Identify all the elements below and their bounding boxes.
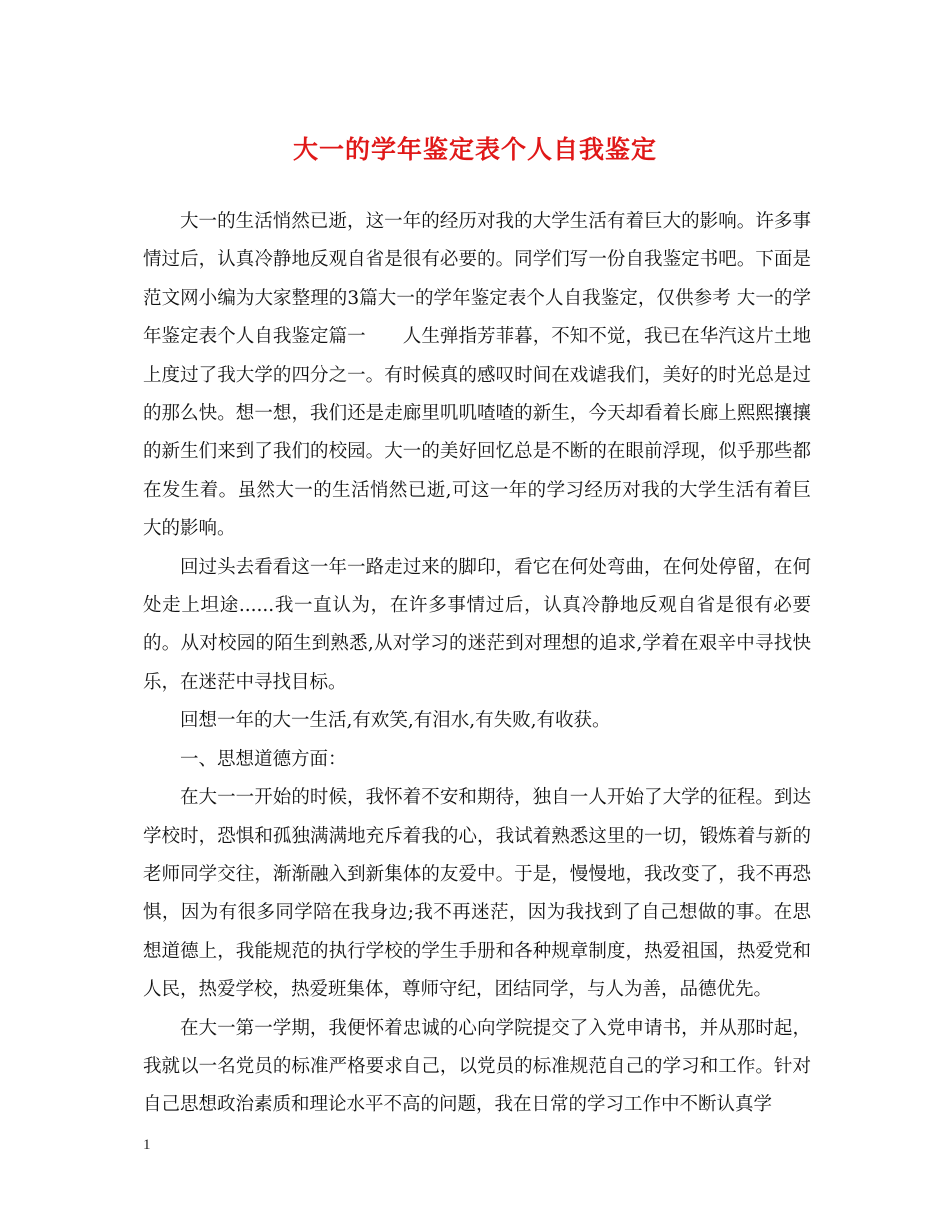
paragraph-party: 在大一第一学期，我便怀着忠诚的心向学院提交了入党申请书，并从那时起，我就以一名党员的标准严格要求自己，以党员的标准规范自己的学习和工作。针对自己思想政治素质和理论水平不高的问题，我在日常的学习工作中不断认真学: [143, 1017, 811, 1116]
paragraph-intro: 大一的生活悄然已逝，这一年的经历对我的大学生活有着巨大的影响。许多事情过后，认真冷静地反观自省是很有必要的。同学们写一份自我鉴定书吧。下面是范文网小编为大家整理的3篇大一的学年鉴定表个人自我鉴定，仅供参考 大一的学年鉴定表个人自我鉴定篇一 人生弹指芳菲暮，不知不觉，我已在华汽这片土地上度过了我大学的四分之一。有时候真的感叹时间在戏谑我们，美好的时光总是过的那么快。想一想，我们还是走廊里叽叽喳喳的新生，今天却看着长廊上熙熙攘攘的新生们来到了我们的校园。大一的美好回忆总是不断的在眼前浮现，似乎那些都在发生着。虽然大一的生活悄然已逝,可这一年的学习经历对我的大学生活有着巨大的影响。: [143, 211, 811, 540]
paragraph-moral: 在大一一开始的时候，我怀着不安和期待，独自一人开始了大学的征程。到达学校时，恐惧和孤独满满地充斥着我的心，我试着熟悉这里的一切，锻炼着与新的老师同学交往，渐渐融入到新集体的友爱中。于是，慢慢地，我改变了，我不再恐惧，因为有很多同学陪在我身边;我不再迷茫，因为我找到了自己想做的事。在思想道德上，我能规范的执行学校的学生手册和各种规章制度，热爱祖国，热爱党和人民，热爱学校，热爱班集体，尊师守纪，团结同学，与人为善，品德优先。: [143, 787, 811, 1001]
document-title: 大一的学年鉴定表个人自我鉴定: [292, 135, 657, 164]
document-body: [143, 203, 811, 1125]
paragraph-summary: 回想一年的大一生活,有欢笑,有泪水,有失败,有收获。: [180, 710, 611, 732]
paragraph-reflection: 回过头去看看这一年一路走过来的脚印，看它在何处弯曲，在何处停留，在何处走上坦途......我一直认为，在许多事情过后，认真冷静地反观自省是很有必要的。从对校园的陌生到熟悉,从对学习的迷茫到对理想的追求,学着在艰辛中寻找快乐，在迷茫中寻找目标。: [143, 556, 811, 693]
page-number: 1: [143, 1137, 151, 1153]
section-heading-moral: 一、思想道德方面：: [180, 748, 347, 770]
